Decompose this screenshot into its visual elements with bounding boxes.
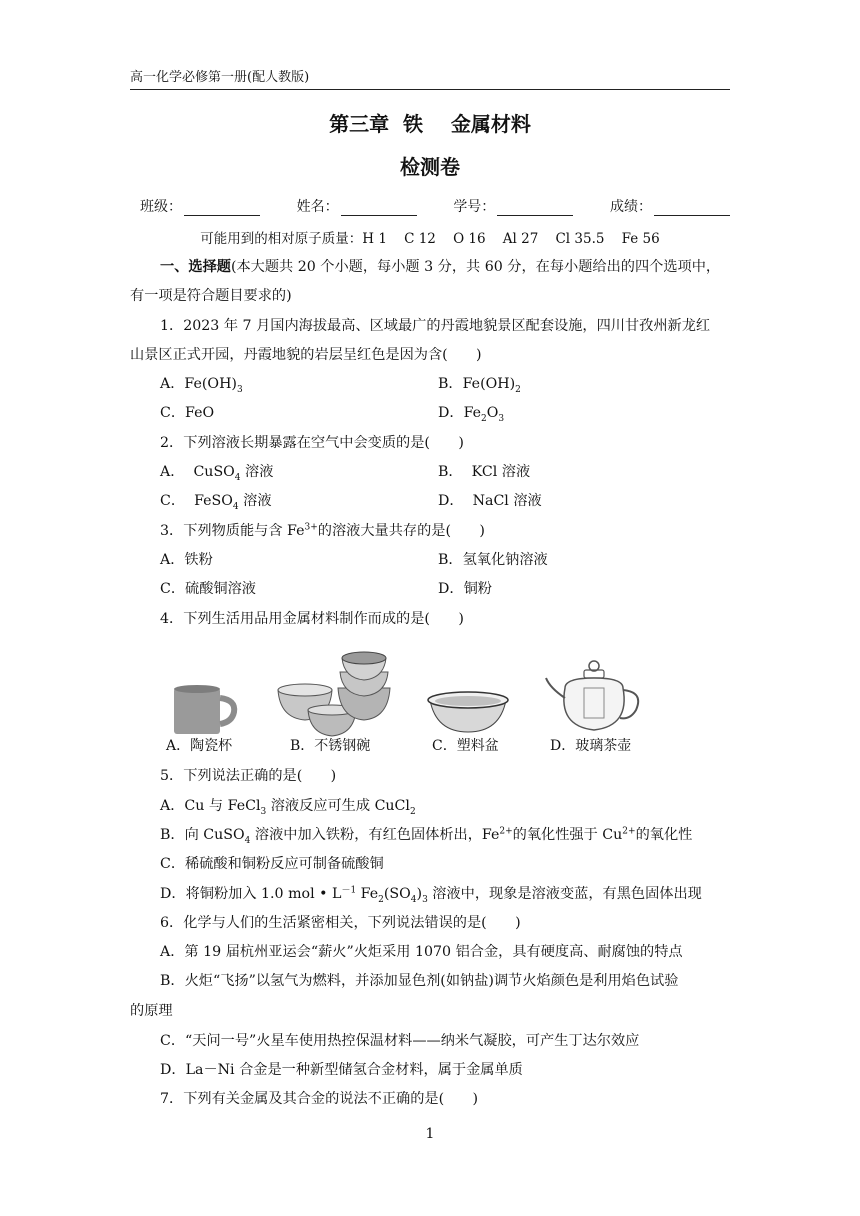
q6-option-a[interactable]: A．第 19 届杭州亚运会“薪火”火炬采用 1070 铝合金，具有硬度高、耐腐蚀的特点	[160, 944, 683, 960]
q1-option-c[interactable]: C．FeO	[160, 405, 215, 421]
student-info-row	[140, 196, 730, 216]
page-number: 1	[425, 1126, 435, 1142]
atomic-masses: 可能用到的相对原子质量：H 1 C 12 O 16 Al 27 Cl 35.5 Fe 56	[200, 231, 660, 247]
q6-option-b-cont: 的原理	[130, 1003, 173, 1019]
name-blank[interactable]	[341, 201, 417, 216]
q1-stem-line2: 山景区正式开园，丹霞地貌的岩层呈红色是因为含( )	[130, 347, 482, 363]
q4-option-c[interactable]: C．塑料盆	[432, 738, 499, 754]
q5-option-a[interactable]: A．Cu 与 FeCl$_3$ 溶液反应可生成 CuCl$_2$	[160, 798, 416, 817]
q2-option-b[interactable]: B． KCl 溶液	[438, 464, 531, 480]
id-blank[interactable]	[497, 201, 573, 216]
name-field[interactable]: 姓名：	[297, 196, 417, 216]
q7-stem: 7．下列有关金属及其合金的说法不正确的是( )	[160, 1091, 479, 1107]
q5-option-d[interactable]: D．将铜粉加入 1.0 mol • $L^{-1}$ $Fe_2(SO_4)_3$ 溶液中，现象是溶液变蓝，有黑色固体出现	[160, 885, 702, 905]
steel-bowls-image	[278, 652, 390, 736]
q2-option-a[interactable]: A． CuSO$_4$ 溶液	[160, 464, 274, 483]
q1-option-b[interactable]: B．$Fe(OH)_2$	[438, 376, 521, 395]
q3-option-a[interactable]: A．铁粉	[160, 552, 213, 568]
q4-option-b[interactable]: B．不锈钢碗	[290, 738, 371, 754]
q5-option-b[interactable]: B．向 CuSO$_4$ 溶液中加入铁粉，有红色固体析出，$Fe^{2+}$的氧化性强于 $Cu^{2+}$的氧化性	[160, 826, 693, 846]
q6-option-d[interactable]: D．La－Ni 合金是一种新型储氢合金材料，属于金属单质	[160, 1062, 523, 1078]
id-field[interactable]: 学号：	[453, 196, 573, 216]
class-field[interactable]: 班级：	[140, 196, 260, 216]
q2-stem: 2．下列溶液长期暴露在空气中会变质的是( )	[160, 435, 464, 451]
q6-stem: 6．化学与人们的生活紧密相关，下列说法错误的是( )	[160, 915, 521, 931]
q2-option-c[interactable]: C． FeSO$_4$ 溶液	[160, 493, 272, 512]
section-desc-cont: 有一项是符合题目要求的)	[130, 288, 292, 304]
chapter-title: 第三章 铁 金属材料	[329, 112, 531, 136]
q1-option-d[interactable]: D．$Fe_2O_3$	[438, 405, 505, 424]
paper-subtitle: 检测卷	[400, 155, 460, 179]
q3-option-d[interactable]: D．铜粉	[438, 581, 492, 597]
q6-option-b[interactable]: B．火炬“飞扬”以氢气为燃料，并添加显色剂(如钠盐)调节火焰颜色是利用焰色试验	[160, 973, 679, 989]
q5-option-c[interactable]: C．稀硫酸和铜粉反应可制备硫酸铜	[160, 856, 384, 872]
q1-option-a[interactable]: A．$Fe(OH)_3$	[160, 376, 243, 395]
q1-stem-line1: 1．2023 年 7 月国内海拔最高、区域最广的丹霞地貌景区配套设施，四川甘孜州新龙红	[160, 318, 711, 334]
plastic-basin-image	[428, 692, 508, 732]
q3-stem: 3．下列物质能与含 $Fe^{3+}$的溶液大量共存的是( )	[160, 522, 485, 539]
score-field[interactable]: 成绩：	[610, 196, 730, 216]
ceramic-cup-image	[174, 685, 234, 734]
running-header: 高一化学必修第一册(配人教版)	[130, 66, 730, 90]
q4-option-d[interactable]: D．玻璃茶壶	[550, 738, 632, 754]
glass-teapot-image	[546, 661, 638, 730]
q6-option-c[interactable]: C．“天问一号”火星车使用热控保温材料——纳米气凝胶，可产生丁达尔效应	[160, 1033, 640, 1049]
q4-option-a[interactable]: A．陶瓷杯	[166, 738, 233, 754]
q3-option-c[interactable]: C．硫酸铜溶液	[160, 581, 256, 597]
q4-images	[160, 648, 680, 738]
class-blank[interactable]	[184, 201, 260, 216]
q5-stem: 5．下列说法正确的是( )	[160, 768, 337, 784]
q3-option-b[interactable]: B．氢氧化钠溶液	[438, 552, 548, 568]
q2-option-d[interactable]: D． NaCl 溶液	[438, 493, 542, 509]
section-heading: 一、选择题(本大题共 20 个小题，每小题 3 分，共 60 分，在每小题给出的四个选项中，	[160, 259, 721, 275]
q4-stem: 4．下列生活用品用金属材料制作而成的是( )	[160, 611, 464, 627]
score-blank[interactable]	[654, 201, 730, 216]
